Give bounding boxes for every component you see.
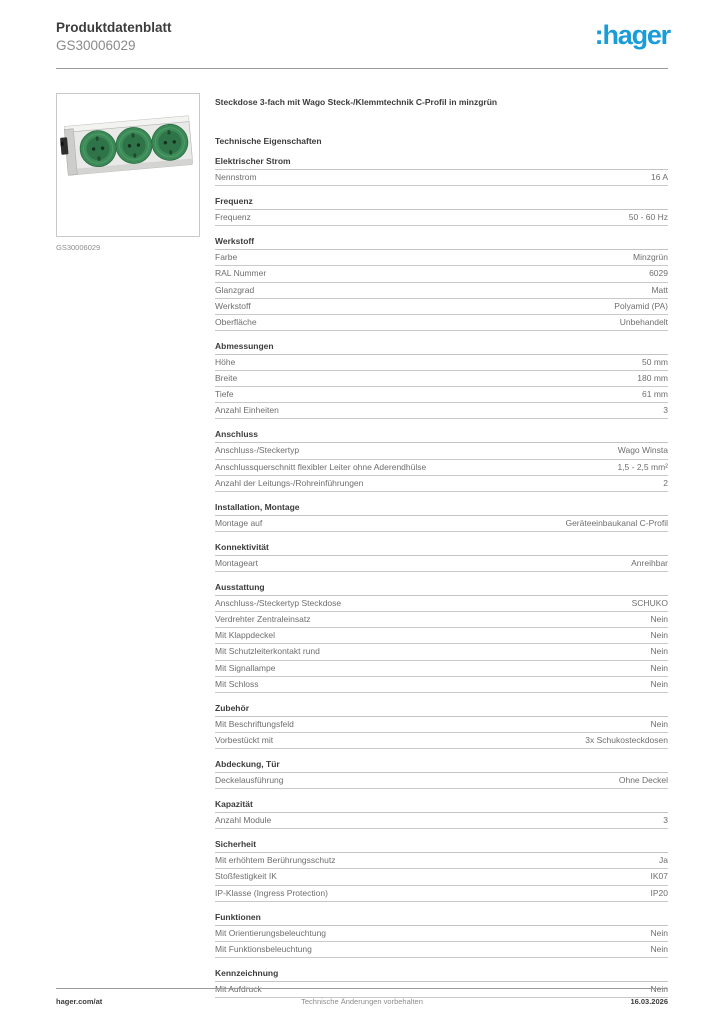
spec-row-label: Mit Schloss [215,678,259,689]
header-product-code: GS30006029 [56,38,136,54]
spec-row-value: Nein [650,662,668,673]
spec-row-label: Anzahl Einheiten [215,405,279,416]
spec-row-label: Mit Signallampe [215,662,276,673]
spec-section-title: Ausstattung [215,582,668,596]
spec-section-title: Frequenz [215,196,668,210]
spec-row-label: Breite [215,373,238,384]
spec-row [215,443,668,459]
spec-row-label: Farbe [215,252,238,263]
spec-section-title: Sicherheit [215,839,668,853]
product-title: Steckdose 3-fach mit Wago Steck-/Klemmtechnik C-Profil in minzgrün [215,97,498,107]
document-title: Produktdatenblatt [56,20,172,35]
footer-date: 16.03.2026 [630,997,668,1006]
spec-section-title: Installation, Montage [215,502,668,516]
spec-section-title: Abmessungen [215,341,668,355]
footer-disclaimer: Technische Änderungen vorbehalten [301,997,423,1006]
spec-row-value: 180 mm [637,373,668,384]
spec-row-value: Ja [659,855,668,866]
spec-row-value: Nein [650,943,668,954]
spec-row-label: Frequenz [215,212,251,223]
content-area [56,93,668,998]
spec-section [215,759,668,789]
spec-row-label: Mit Beschriftungsfeld [215,718,294,729]
spec-row [215,516,668,532]
tech-properties-heading: Technische Eigenschaften [215,136,322,147]
spec-section-title: Anschluss [215,429,668,443]
spec-row-value: IP20 [650,887,668,898]
spec-section [215,196,668,226]
spec-row-label: Deckelausführung [215,775,284,786]
spec-row-value: 3x Schukosteckdosen [585,734,668,745]
spec-row-value: 3 [663,815,668,826]
spec-row [215,596,668,612]
spec-row-label: Montage auf [215,517,263,528]
spec-sections [215,156,668,998]
spec-row [215,403,668,419]
spec-section [215,156,668,186]
spec-row [215,355,668,371]
spec-row-value [651,984,668,995]
spec-column [215,93,668,998]
spec-row [215,982,668,998]
spec-row-value: SCHUKO [631,598,668,609]
spec-row [215,628,668,644]
spec-row-value: Geräteeinbaukanal C-Profil [565,517,668,528]
spec-row [215,170,668,186]
spec-section [215,799,668,829]
spec-row-label: Glanzgrad [215,284,255,295]
spec-row-label: Montageart [215,557,258,568]
spec-row [215,733,668,749]
spec-row [215,612,668,628]
spec-row [215,210,668,226]
spec-row-label: Mit erhöhtem Berührungsschutz [215,855,336,866]
spec-row-label: Verdrehter Zentraleinsatz [215,614,311,625]
spec-row [215,869,668,885]
spec-row-label: Oberfläche [215,316,257,327]
hager-logo: :hager [594,20,670,50]
spec-section [215,703,668,749]
spec-row-value: 50 - 60 Hz [628,212,668,223]
spec-row-label: Anzahl der Leitungs-/Rohreinführungen [215,477,364,488]
spec-section [215,968,668,998]
spec-section [215,502,668,532]
spec-row [215,717,668,733]
spec-row [215,299,668,315]
spec-row-label: Mit Orientierungsbeleuchtung [215,927,327,938]
spec-row [215,813,668,829]
spec-section-title: Kapazität [215,799,668,813]
spec-row-label: IP-Klasse (Ingress Protection) [215,887,328,898]
spec-row-label: Tiefe [215,389,234,400]
spec-row-value: Unbehandelt [619,316,668,327]
spec-row-label: Mit Schutzleiterkontakt rund [215,646,320,657]
spec-section-title: Funktionen [215,912,668,926]
spec-section [215,582,668,693]
spec-row-label [215,984,270,995]
spec-row-value: 1,5 - 2,5 mm² [617,461,668,472]
spec-row-value: Nein [650,614,668,625]
spec-row-label: Vorbestückt mit [215,734,274,745]
spec-row-value: Nein [650,927,668,938]
spec-row [215,250,668,266]
spec-section [215,429,668,491]
spec-row [215,677,668,693]
spec-row [215,266,668,282]
spec-row-value: Nein [650,646,668,657]
product-image [57,94,199,236]
spec-section [215,236,668,331]
spec-row [215,371,668,387]
spec-section-title: Werkstoff [215,236,668,250]
spec-section [215,341,668,420]
spec-row-value: 50 mm [642,356,668,367]
page-footer [56,997,668,1006]
spec-row [215,476,668,492]
product-image-box [56,93,200,237]
spec-row [215,315,668,331]
spec-row [215,460,668,476]
spec-row-value: Matt [651,284,668,295]
spec-row-label: Werkstoff [215,300,251,311]
spec-row-value: Anreihbar [631,557,668,568]
spec-row-value: Wago Winsta [617,445,668,456]
spec-row [215,926,668,942]
footer-divider [56,988,668,989]
spec-row-value: 16 A [650,172,668,183]
spec-row-label: Anschlussquerschnitt flexibler Leiter ohne Aderendhülse [215,461,427,472]
spec-row-label: RAL Nummer [215,268,267,279]
spec-section [215,839,668,901]
spec-row-label: Mit Funktionsbeleuchtung [215,943,312,954]
spec-row-label: Stoßfestigkeit IK [215,871,277,882]
spec-section-title: Elektrischer Strom [215,156,668,170]
spec-row [215,283,668,299]
spec-row-value: Ohne Deckel [618,775,668,786]
spec-row-label: Nennstrom [215,172,257,183]
spec-row [215,661,668,677]
spec-row [215,387,668,403]
spec-row-value: Nein [650,630,668,641]
spec-row-label: Anschluss-/Steckertyp Steckdose [215,598,342,609]
spec-row-value: 61 mm [642,389,668,400]
spec-row-value: 2 [663,477,668,488]
spec-row-value: 6029 [649,268,668,279]
spec-row-label: Höhe [215,356,236,367]
spec-section [215,912,668,958]
spec-row [215,773,668,789]
spec-section-title: Abdeckung, Tür [215,759,668,773]
spec-row-label: Anzahl Module [215,815,272,826]
spec-row [215,556,668,572]
spec-section [215,542,668,572]
product-image-column [56,93,201,998]
spec-row-value: Polyamid (PA) [614,300,668,311]
spec-row-value: Nein [650,678,668,689]
footer-website-link[interactable]: hager.com/at [56,997,103,1006]
spec-row-value: Nein [650,718,668,729]
spec-row [215,644,668,660]
spec-row [215,886,668,902]
spec-section-title: Kennzeichnung [215,968,668,982]
product-image-caption: GS30006029 [56,243,101,252]
spec-row-label: Mit Klappdeckel [215,630,276,641]
spec-row [215,942,668,958]
header-divider [56,68,668,69]
header-title-block [56,19,172,55]
page-header [56,19,670,55]
spec-section-title: Zubehör [215,703,668,717]
spec-row-value: Minzgrün [633,252,668,263]
spec-row [215,853,668,869]
spec-section-title: Konnektivität [215,542,668,556]
spec-row-value: 3 [663,405,668,416]
spec-row-value: IK07 [650,871,668,882]
spec-row-label: Anschluss-/Steckertyp [215,445,300,456]
